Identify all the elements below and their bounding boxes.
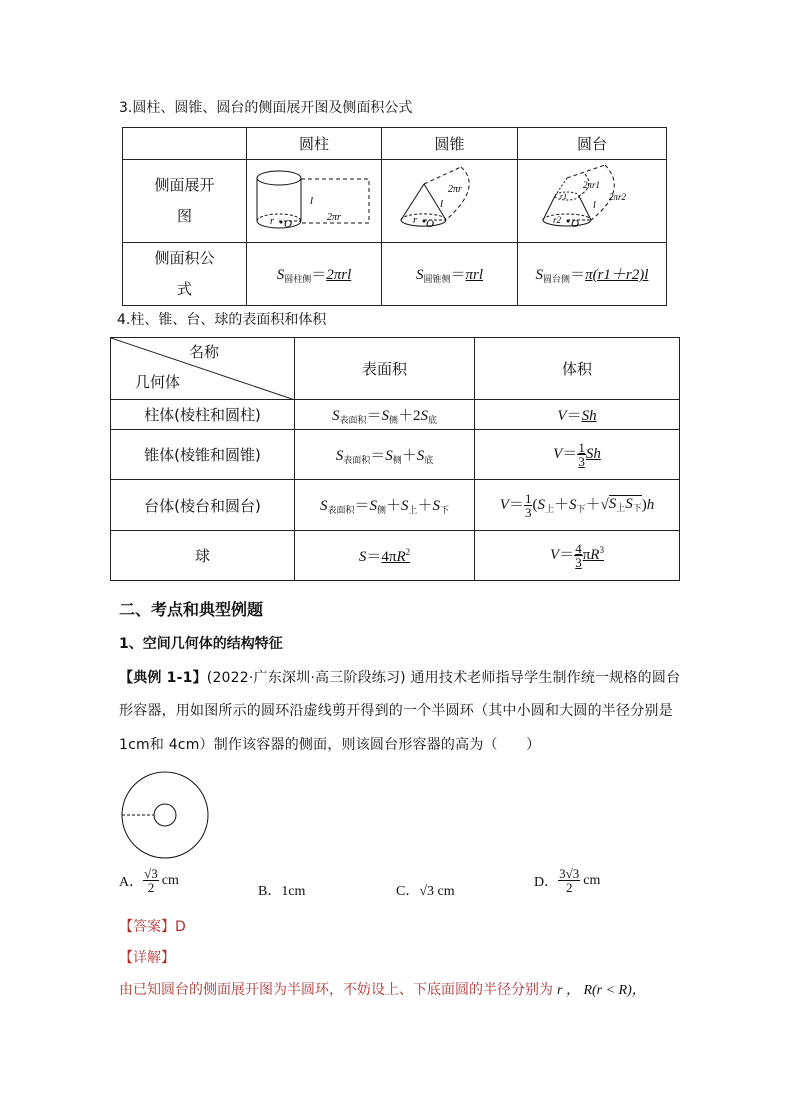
- part2-heading: 二、考点和典型例题: [119, 600, 264, 619]
- surface-sphere: $S=4\pi R^2$: [295, 531, 475, 581]
- header-cone: 圆锥: [382, 128, 518, 160]
- cone-net-figure: [388, 162, 512, 236]
- surface-prism: $S_{表面积}=S_侧+2S_底$: [295, 400, 475, 430]
- row-name-pyramid: 锥体(棱锥和圆锥): [111, 430, 295, 480]
- cone-r-label: r: [412, 215, 417, 226]
- frustum-formula: $S_{圆台侧}=\pi(r1+r2)l$: [518, 243, 667, 306]
- cyl-2pir-label: 2πr: [327, 212, 341, 223]
- surface-frustum: $S_{表面积}=S_侧+S_上+S_下$: [295, 480, 475, 531]
- volume-pyramid: V＝ $\frac{1}{3}$ Sh: [475, 430, 680, 480]
- cylinder-formula: $S_{圆柱侧}=2\pi rl$: [247, 243, 382, 306]
- cone-l-label: l: [439, 198, 443, 210]
- corner-top-label: 名称: [189, 343, 220, 361]
- frustum-net-figure: [527, 162, 657, 236]
- fr-2pir1-label: 2πr1: [583, 180, 601, 190]
- header-frustum: 圆台: [518, 128, 667, 160]
- fr-l-label: l: [593, 200, 596, 211]
- volume-frustum: V＝ $\frac{1}{3}$ $(S_上+S_下+√S_上S_下)h$: [475, 480, 680, 531]
- frustum-unfold-diagram: [518, 160, 667, 243]
- table2-corner: [111, 338, 295, 400]
- cyl-r-label: r: [270, 216, 274, 227]
- fr-O-label: O: [571, 218, 579, 230]
- detail-vars: r ， R(r < R)，: [557, 983, 646, 998]
- detail-line: 由已知圆台的侧面展开图为半圆环，不妨设上、下底面圆的半径分别为 r ， R(r < R)，: [119, 982, 646, 998]
- cyl-l-label: l: [310, 195, 314, 207]
- example-line3: 1cm和 4cm）制作该容器的侧面，则该圆台形容器的高为（ ）: [119, 737, 541, 753]
- section4-title: 4.柱、锥、台、球的表面积和体积: [117, 312, 327, 328]
- cone-unfold-diagram: [382, 160, 518, 243]
- row-name-prism: 柱体(棱柱和圆柱): [111, 400, 295, 430]
- header-volume: 体积: [475, 338, 680, 400]
- option-b[interactable]: B．1cm: [258, 884, 306, 899]
- volume-prism: V＝Sh: [475, 400, 680, 430]
- surface-volume-table: [110, 337, 680, 581]
- row-name-sphere: 球: [111, 531, 295, 581]
- corner-bottom-label: 几何体: [135, 373, 181, 391]
- option-d[interactable]: D． $\frac{3√3}{2}$ cm: [534, 866, 601, 895]
- example-tag: 【典例 1-1】: [119, 670, 207, 686]
- table1-corner: [123, 128, 247, 160]
- cylinder-net-figure: [252, 164, 376, 234]
- cone-O-label: O: [425, 218, 434, 230]
- option-c[interactable]: C．√3 cm: [396, 884, 455, 899]
- row-label-unfold: 侧面展开图: [123, 160, 247, 243]
- section3-title: 3.圆柱、圆锥、圆台的侧面展开图及侧面积公式: [119, 100, 413, 116]
- lateral-area-table: [122, 127, 667, 306]
- example-line1: 【典例 1-1】(2022·广东深圳·高三阶段练习) 通用技术老师指导学生制作统一规格的圆台: [119, 670, 681, 686]
- option-a[interactable]: A． $\frac{√3}{2}$ cm: [119, 866, 179, 895]
- cone-2pir-label: 2πr: [447, 184, 462, 195]
- fr-2pir2-label: 2πr2: [609, 192, 627, 202]
- annulus-figure: [120, 770, 210, 860]
- cylinder-unfold-diagram: [247, 160, 382, 243]
- row-label-area: 侧面积公式: [123, 243, 247, 306]
- header-surface: 表面积: [295, 338, 475, 400]
- example-line2: 形容器，用如图所示的圆环沿虚线剪开得到的一个半圆环（其中小圆和大圆的半径分别是: [119, 703, 673, 719]
- volume-sphere: V＝ $\frac{4}{3}$ $\pi R^3$: [475, 531, 680, 581]
- detail-label: 【详解】: [119, 950, 175, 966]
- row-name-frustum: 台体(棱台和圆台): [111, 480, 295, 531]
- cone-formula: $S_{圆锥侧}=\pi rl$: [382, 243, 518, 306]
- answer-label: 【答案】D: [119, 919, 186, 935]
- cyl-O-label: O: [284, 218, 292, 230]
- fr-r1-label: r1: [560, 192, 568, 201]
- surface-pyramid: $S_{表面积}=S_侧+S_底$: [295, 430, 475, 480]
- fr-r2-label: r2: [553, 215, 562, 225]
- header-cylinder: 圆柱: [247, 128, 382, 160]
- part2-sub1: 1、空间几何体的结构特征: [119, 636, 283, 652]
